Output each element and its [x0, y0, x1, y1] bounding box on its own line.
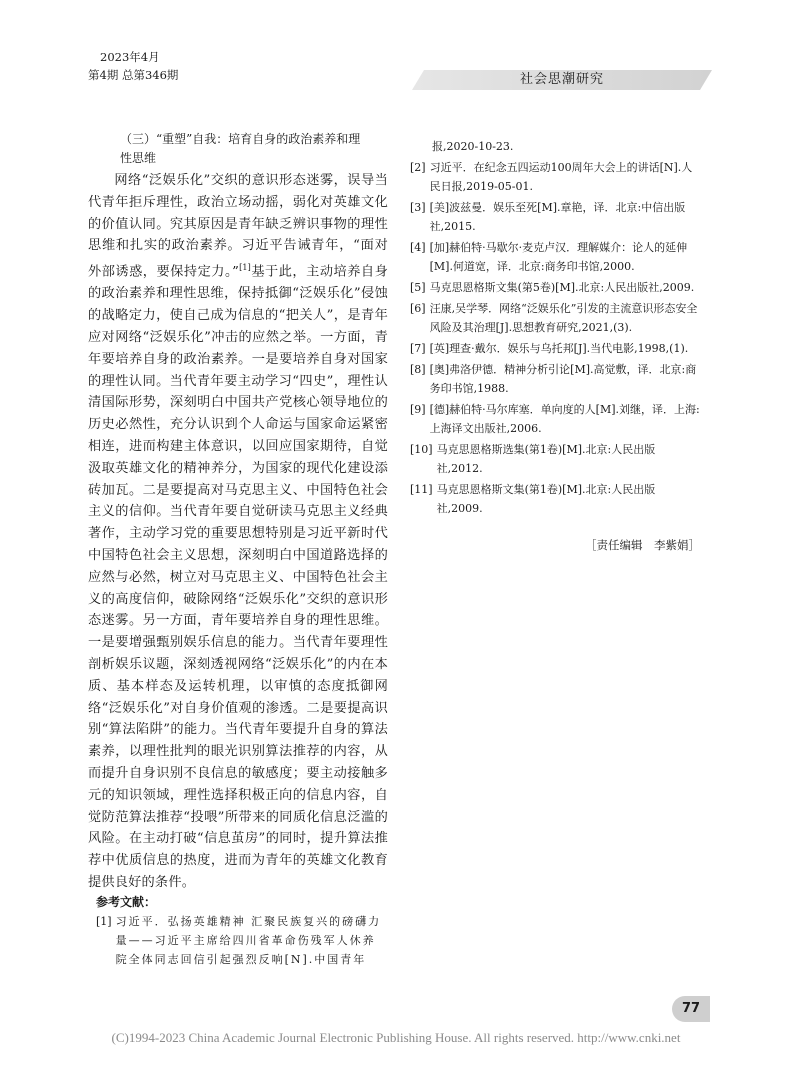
paragraph-part1: 网络“泛娱乐化”交织的意识形态迷雾，误导当代青年拒斥理性，政治立场动摇，弱化对英雄文化的价值认同。究其原因是青年缺乏辨识事物的理性思维和扎实的政治素养。习近平告诫青年，“面对外部诱惑，要保持定力。” — [88, 173, 388, 280]
reference-text: [奥]弗洛伊德．精神分析引论[M].高觉敷，译．北京:商务印书馆,1988. — [429, 363, 697, 395]
reference-text: 马克思恩格斯文集(第5卷)[M].北京:人民出版社,2009. — [429, 281, 695, 294]
references-right — [410, 137, 700, 520]
reference-number: [2] — [410, 161, 426, 174]
reference-text: 马克思恩格斯文集(第1卷)[M].北京:人民出版社,2009. — [436, 483, 656, 515]
reference-list — [410, 158, 700, 518]
reference-item — [410, 360, 700, 398]
reference-item — [410, 238, 700, 276]
page-number: 77 — [672, 996, 710, 1022]
references-left — [96, 912, 388, 971]
journal-issue-info — [88, 48, 178, 84]
references-title: 参考文献： — [96, 895, 157, 909]
reference-number: [4] — [410, 241, 426, 254]
reference-number: [5] — [410, 281, 426, 294]
reference-continuation: 报,2020-10-23. — [432, 140, 514, 153]
citation-marker[interactable]: [1] — [239, 263, 251, 273]
reference-text: [德]赫伯特·马尔库塞．单向度的人[M].刘继，译．上海:上海译文出版社,2006. — [429, 403, 700, 435]
reference-item — [410, 278, 700, 297]
responsible-editor: ［责任编辑 李紫娟］ — [585, 538, 700, 552]
reference-item — [410, 480, 700, 518]
reference-number: [3] — [410, 201, 426, 214]
main-text-column — [88, 130, 388, 894]
reference-text: 马克思恩格斯选集(第1卷)[M].北京:人民出版社,2012. — [436, 443, 656, 475]
reference-item — [410, 339, 700, 358]
issue-number: 第4期 总第346期 — [88, 68, 179, 82]
reference-number: [10] — [410, 443, 433, 456]
column-title: 社会思潮研究 — [519, 72, 604, 87]
reference-number: [7] — [410, 342, 426, 355]
reference-item — [410, 158, 700, 196]
reference-text: 习近平．在纪念五四运动100周年大会上的讲话[N].人民日报,2019-05-01. — [429, 161, 693, 193]
reference-text: [美]波兹曼．娱乐至死[M].章艳，译．北京:中信出版社,2015. — [429, 201, 686, 233]
copyright-footer: (C)1994-2023 China Academic Journal Electronic Publishing House. All rights reserved. http://www.cnki.net — [111, 1030, 681, 1045]
reference-text: 汪康,吴学琴．网络“泛娱乐化”引发的主流意识形态安全风险及其治理[J].思想教育研究,2021,(3). — [429, 302, 698, 334]
reference-number: [11] — [410, 483, 433, 496]
paragraph-part2: 基于此，主动培养自身的政治素养和理性思维，保持抵御“泛娱乐化”侵蚀的战略定力，使自己成为信息的“把关人”，是青年应对网络“泛娱乐化”冲击的应然之举。一方面，青年要培养自身的政治素养。一是要培养自身对国家的理性认同。当代青年要主动学习“四史”，理性认清国际形势，深刻明白中国共产党核心领导地位的历史必然性，充分认识到个人命运与国家命运紧密相连，进而构建主体意识，以回应国家期待，自觉汲取英雄文化的精神养分，为国家的现代化建设添砖加瓦。二是要提高对马克思主义、中国特色社会主义的信仰。当代青年要自觉研读马克思主义经典著作，主动学习党的重要思想特别是习近平新时代中国特色社会主义思想，深刻明白中国道路选择的应然与必然，树立对马克思主义、中国特色社会主义的高度信仰，破除网络“泛娱乐化”交织的意识形态迷雾。另一方面，青年要培养自身的理性思维。一是要增强甄别娱乐信息的能力。当代青年要理性剖析娱乐议题，深刻透视网络“泛娱乐化”的内在本质、基本样态及运转机理，以审慎的态度抵御网络“泛娱乐化”对自身价值观的渗透。二是要提高识别“算法陷阱”的能力。当代青年要提升自身的算法素养，以理性批判的眼光识别算法推荐的内容，从而提升自身识别不良信息的敏感度；要主动接触多元的知识领域，理性选择积极正向的信息内容，自觉防范算法推荐“投喂”所带来的同质化信息泛滥的风险。在主动打破“信息茧房”的同时，提升算法推荐中优质信息的热度，进而为青年的英雄文化教育提供良好的条件。 — [88, 264, 389, 890]
reference-item — [96, 912, 388, 969]
section-heading — [88, 130, 388, 168]
reference-text: [英]理查·戴尔．娱乐与乌托邦[J].当代电影,1998,(1). — [429, 342, 689, 355]
reference-number: [6] — [410, 302, 426, 315]
reference-text: 习近平．弘扬英雄精神 汇聚民族复兴的磅礴力量——习近平主席给四川省革命伤残军人休养院全体同志回信引起强烈反响[N].中国青年 — [115, 915, 382, 966]
section-heading-line1: （三）“重塑”自我：培育自身的政治素养和理 — [120, 132, 361, 146]
reference-item — [410, 400, 700, 438]
reference-number: [8] — [410, 363, 426, 376]
reference-item — [410, 198, 700, 236]
reference-item — [410, 440, 700, 478]
issue-date: 2023年4月 — [100, 50, 160, 64]
reference-item — [410, 299, 700, 337]
reference-text: [加]赫伯特·马歇尔·麦克卢汉．理解媒介：论人的延伸[M].何道宽，译．北京:商务印书馆,2000. — [429, 241, 688, 273]
section-heading-line2: 性思维 — [120, 151, 157, 165]
reference-number: [9] — [410, 403, 426, 416]
reference-number: [1] — [96, 915, 112, 928]
body-paragraph — [88, 170, 388, 894]
